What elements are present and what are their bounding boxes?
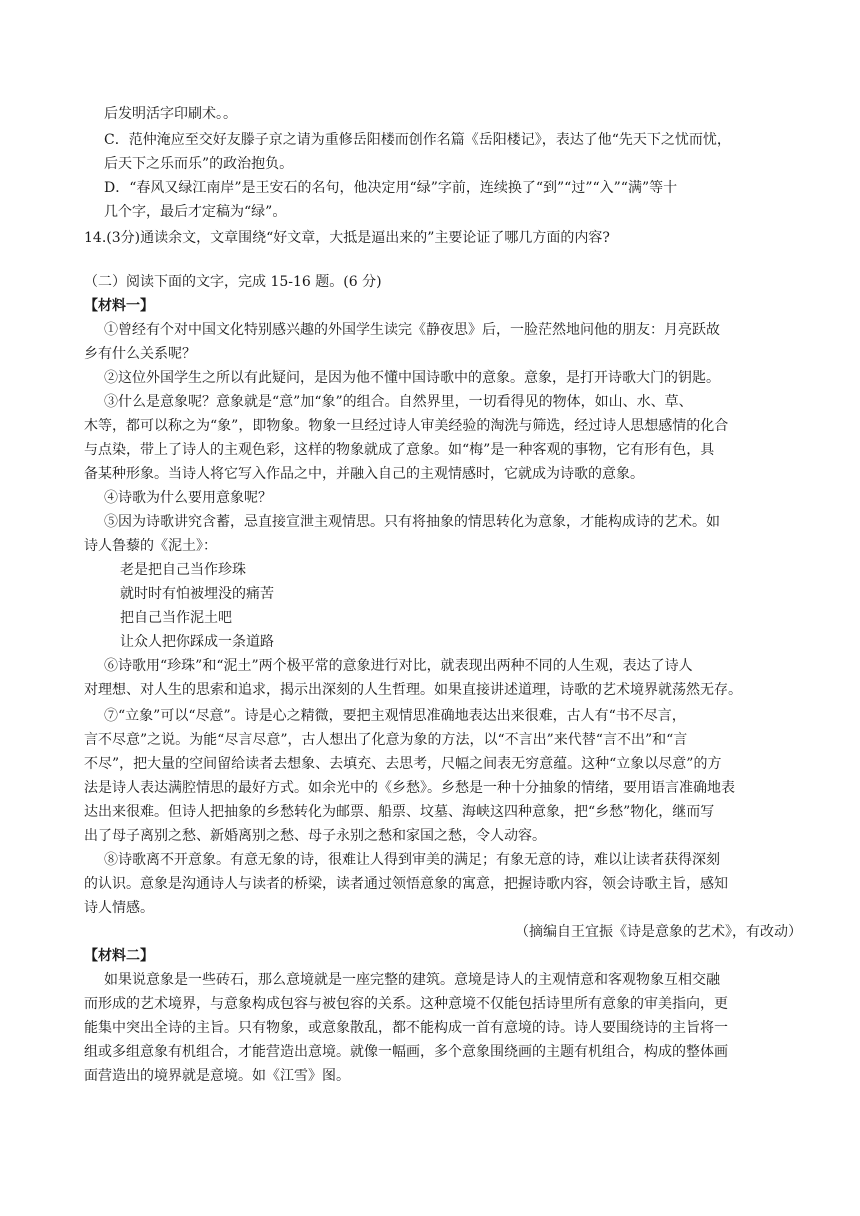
paragraph-3-line4: 备某种形象。当诗人将它写入作品之中，并融入自己的主观情感时，它就成为诗歌的意象。 [84, 466, 644, 482]
paragraph-2: ②这位外国学生之所以有此疑问，是因为他不懂中国诗歌中的意象。意象，是打开诗歌大门的钥匙。 [104, 370, 720, 386]
poem-line-4: 让众人把你踩成一条道路 [120, 634, 274, 650]
q13-option-b-tail: 后发明活字印刷术。。 [104, 106, 237, 122]
q13-option-c-line2: 后天下之乐而乐”的政治抱负。 [104, 156, 294, 172]
paragraph-1-line2: 乡有什么关系呢？ [84, 346, 196, 362]
poem-line-1: 老是把自己当作珍珠 [120, 562, 246, 578]
paragraph-7-line5: 达出来很难。但诗人把抽象的乡愁转化为邮票、船票、坟墓、海峡这四种意象，把“乡愁”物化，继而写 [84, 804, 715, 820]
material-2-line4: 组或多组意象有机组合，才能营造出意境。就像一幅画，多个意象围绕画的主题有机组合，构成的整体画 [84, 1044, 728, 1060]
paragraph-3-line2: 木等，都可以称之为“象”，即物象。物象一旦经过诗人审美经验的淘洗与筛选，经过诗人思想感情的化合 [84, 418, 729, 434]
q13-option-d-line2: 几个字，最后才定稿为“绿”。 [104, 204, 287, 220]
material-2-label: 【材料二】 [84, 948, 154, 964]
paragraph-7-line4: 法是诗人表达满腔情思的最好方式。如余光中的《乡愁》。乡愁是一种十分抽象的情绪，要用语言准确地表 [84, 780, 735, 796]
poem-line-2: 就时时有怕被埋没的痛苦 [120, 586, 274, 602]
paragraph-3-line3: 与点染，带上了诗人的主观色彩，这样的物象就成了意象。如“梅”是一种客观的事物，它有形有色，具 [84, 442, 715, 458]
poem-line-3: 把自己当作泥土吧 [120, 610, 232, 626]
paragraph-7-line6: 出了母子离别之愁、新婚离别之愁、母子永别之愁和家国之愁，令人动容。 [84, 828, 546, 844]
material-2-line3: 能集中突出全诗的主旨。只有物象，或意象散乱，都不能构成一首有意境的诗。诗人要围绕诗的主旨将一 [84, 1020, 728, 1036]
paragraph-7-line3: 不尽”，把大量的空间留给读者去想象、去填充、去思考，尺幅之间表无穷意蕴。这种“立象以尽意”的方 [84, 756, 722, 772]
section-2-heading: （二）阅读下面的文字，完成 15-16 题。(6 分) [84, 274, 382, 290]
paragraph-7-line1: ⑦“立象”可以“尽意”。诗是心之精微，要把主观情思准确地表达出来很难，古人有“书不尽言， [104, 708, 686, 724]
paragraph-8-line3: 诗人情感。 [84, 900, 154, 916]
q13-option-d-line1: D．“春风又绿江南岸”是王安石的名句，他决定用“绿”字前，连续换了“到”“过”“入”“满”等十 [104, 180, 678, 196]
source-citation: （摘编自王宜振《诗是意象的艺术》，有改动） [515, 924, 802, 940]
paragraph-3-line1: ③什么是意象呢？意象就是“意”加“象”的组合。自然界里，一切看得见的物体，如山、水、草、 [104, 394, 693, 410]
paragraph-6-line2: 对理想、对人生的思索和追求，揭示出深刻的人生哲理。如果直接讲述道理，诗歌的艺术境界就荡然无存。 [84, 682, 742, 698]
paragraph-8-line1: ⑧诗歌离不开意象。有意无象的诗，很难让人得到审美的满足；有象无意的诗，难以让读者获得深刻 [104, 852, 720, 868]
question-14: 14.(3分)通读余文，文章围绕“好文章，大抵是逼出来的”主要论证了哪几方面的内容? [84, 230, 610, 246]
material-2-line1: 如果说意象是一些砖石，那么意境就是一座完整的建筑。意境是诗人的主观情意和客观物象互相交融 [104, 972, 720, 988]
material-2-line5: 面营造出的境界就是意境。如《江雪》图。 [84, 1068, 350, 1084]
paragraph-1-line1: ①曾经有个对中国文化特别感兴趣的外国学生读完《静夜思》后，一脸茫然地问他的朋友：月亮跃故 [104, 322, 720, 338]
material-2-line2: 而形成的艺术境界，与意象构成包容与被包容的关系。这种意境不仅能包括诗里所有意象的审美指向，更 [84, 996, 728, 1012]
paragraph-6-line1: ⑥诗歌用“珍珠”和“泥土”两个极平常的意象进行对比，就表现出两种不同的人生观，表达了诗人 [104, 658, 693, 674]
paragraph-8-line2: 的认识。意象是沟通诗人与读者的桥梁，读者通过领悟意象的寓意，把握诗歌内容，领会诗歌主旨，感知 [84, 876, 728, 892]
paragraph-7-line2: 言不尽意”之说。为能“尽言尽意”，古人想出了化意为象的方法，以“不言出”来代替“言不出”和“言 [84, 732, 688, 748]
paragraph-4: ④诗歌为什么要用意象呢？ [104, 490, 272, 506]
paragraph-5-line2: 诗人鲁藜的《泥土》： [84, 538, 217, 554]
paragraph-5-line1: ⑤因为诗歌讲究含蓄，忌直接宣泄主观情思。只有将抽象的情思转化为意象，才能构成诗的艺术。如 [104, 514, 720, 530]
material-1-label: 【材料一】 [84, 298, 154, 314]
q13-option-c-line1: C．范仲淹应至交好友滕子京之请为重修岳阳楼而创作名篇《岳阳楼记》，表达了他“先天下之忧而忧， [104, 132, 731, 148]
